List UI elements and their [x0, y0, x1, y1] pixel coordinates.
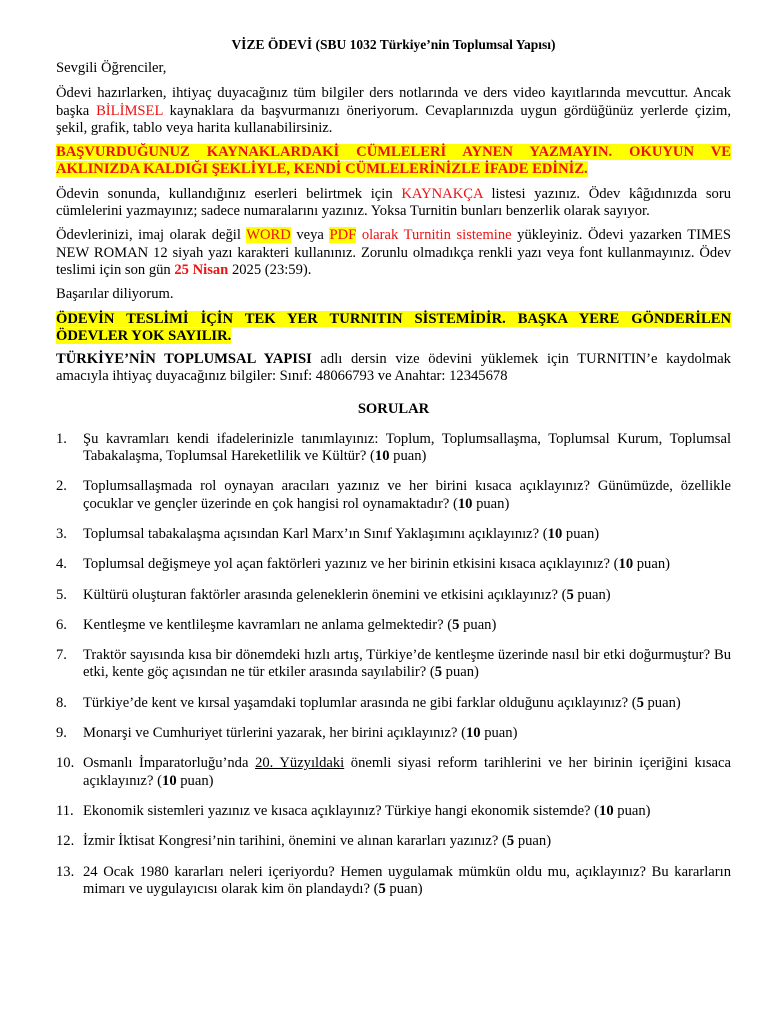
- question-points: 10: [374, 448, 390, 465]
- submission-text-c: 2025 (23:59).: [228, 261, 312, 278]
- question-number: 12.: [56, 833, 75, 850]
- question-text: Ekonomik sistemleri yazınız ve kısaca açıklayınız? Türkiye hangi ekonomik sistemde? (: [83, 802, 600, 819]
- question-list: [56, 431, 731, 898]
- submission-text-b: yükleyiniz. Ödevi yazarken TIMES NEW ROMAN 12 siyah yazı karakteri kullanınız. Zorunlu olmadıkça renkli yazı veya font kullanmayınız. Ödev teslimi için son gün: [56, 227, 731, 278]
- question-points: 5: [636, 694, 644, 711]
- question-points-unit: puan): [472, 495, 510, 512]
- question-number: 11.: [56, 802, 74, 819]
- question-text: Toplumsal tabakalaşma açısından Karl Marx’ın Sınıf Yaklaşımını açıklayınız? (: [83, 525, 548, 542]
- question-text: 24 Ocak 1980 kararları neleri içeriyordu? Hemen uygulamak mümkün oldu mu, açıklayınız? Bu kararların mimarı ve uygulayıcısı olarak kim ön plandaydı? (: [83, 863, 731, 897]
- question-points: 5: [378, 880, 386, 897]
- question-points-unit: puan): [480, 725, 518, 742]
- question-points: 5: [566, 586, 574, 603]
- submission-paragraph: [56, 227, 731, 279]
- course-name: TÜRKİYE’NİN TOPLUMSAL YAPISI: [56, 351, 312, 368]
- question-text: Toplumsal değişmeye yol açan faktörleri yazınız ve her birinin etkisini kısaca açıklayınız? (: [83, 556, 619, 573]
- question-points: 10: [599, 802, 614, 819]
- warning-turnitin-only: [56, 311, 731, 346]
- question-number: 5.: [56, 586, 67, 603]
- question-text: Kentleşme ve kentlileşme kavramları ne anlama gelmektedir? (: [83, 616, 453, 633]
- question-text: İzmir İktisat Kongresi’nin tarihini, önemini ve alınan kararları yazınız? (: [83, 833, 507, 850]
- question-points: 5: [434, 664, 443, 681]
- question-item: [56, 695, 731, 712]
- turnitin-info-paragraph: [56, 351, 731, 386]
- intro-text-b: kaynaklara da başvurmanızı öneriyorum. Cevaplarınızda uygun gördüğünüz yerlerde çizim, şekil, grafik, tablo veya harita kullanabilirsiniz.: [56, 102, 731, 136]
- question-number: 13.: [56, 863, 75, 880]
- question-number: 3.: [56, 525, 67, 542]
- question-points-unit: puan): [643, 694, 681, 711]
- question-item: [56, 803, 731, 820]
- greeting: Sevgili Öğrenciler,: [56, 60, 167, 76]
- intro-paragraph: [56, 85, 731, 137]
- question-item: [56, 526, 731, 543]
- question-item: [56, 833, 731, 850]
- submission-text-mid: veya: [290, 227, 330, 244]
- question-number: 1.: [56, 430, 67, 447]
- question-item: [56, 431, 731, 466]
- question-item: [56, 755, 731, 790]
- question-points-unit: puan): [613, 802, 651, 819]
- question-points: 10: [457, 495, 473, 512]
- question-points: 5: [452, 616, 460, 633]
- document-title: VİZE ÖDEVİ (SBU 1032 Türkiye’nin Toplumsal Yapısı): [231, 37, 556, 52]
- question-points-unit: puan): [176, 772, 214, 789]
- question-text: önemli siyasi reform tarihlerini ve her birinin içeriğini kısaca açıklayınız? (: [83, 755, 731, 789]
- question-points: 5: [506, 833, 515, 850]
- turnitin-info-text: adlı dersin vize ödevini yüklemek için TURNITIN’e kaydolmak amacıyla ihtiyaç duyacağınız bilgiler: Sınıf: 48066793 ve Anahtar: 12345678: [56, 351, 731, 385]
- question-points-unit: puan): [459, 616, 497, 633]
- warning-turnitin-only-text: ÖDEVİN TESLİMİ İÇİN TEK YER TURNITIN SİSTEMİDİR. BAŞKA YERE GÖNDERİLEN ÖDEVLER YOK SAYILIR.: [56, 310, 731, 344]
- word-highlight: WORD: [246, 227, 291, 244]
- scientific-highlight: BİLİMSEL: [96, 102, 163, 119]
- question-number: 8.: [56, 694, 67, 711]
- question-points-unit: puan): [633, 556, 670, 573]
- bibliography-paragraph: [56, 186, 731, 221]
- question-text: Monarşi ve Cumhuriyet türlerini yazarak, her birini açıklayınız? (: [83, 725, 466, 742]
- question-points-unit: puan): [385, 880, 423, 897]
- warning-copy-sources: [56, 144, 731, 179]
- question-number: 7.: [56, 647, 67, 664]
- wish-text: Başarılar diliyorum.: [56, 286, 174, 303]
- question-points-unit: puan): [442, 664, 479, 681]
- question-text: Türkiye’de kent ve kırsal yaşamdaki toplumlar arasında ne gibi farklar olduğunu açıklayınız? (: [83, 694, 637, 711]
- intro-text-a: Ödevi hazırlarken, ihtiyaç duyacağınız tüm bilgiler ders notlarında ve ders video kayıtlarında mevcuttur. Ancak başka: [56, 85, 731, 119]
- question-item: [56, 478, 731, 513]
- question-number: 4.: [56, 556, 67, 573]
- question-points-unit: puan): [389, 448, 427, 465]
- question-item: [56, 864, 731, 899]
- turnitin-highlight: olarak Turnitin sistemine: [356, 227, 512, 244]
- bibliography-text-a: Ödevin sonunda, kullandığınız eserleri belirtmek için: [56, 185, 402, 202]
- submission-text-a: Ödevlerinizi, imaj olarak değil: [56, 227, 247, 244]
- question-underlined-text: 20. Yüzyıldaki: [255, 755, 345, 772]
- bibliography-highlight: KAYNAKÇA: [401, 185, 483, 202]
- question-item: [56, 556, 731, 573]
- question-points: 10: [465, 725, 481, 742]
- question-item: [56, 587, 731, 604]
- question-points: 10: [618, 556, 634, 573]
- bibliography-text-b: listesi yazınız. Ödev kâğıdınızda soru cümlelerini yazmayınız; sadece numaralarını yazınız. Yoksa Turnitin bunları benzerlik olarak sayıyor.: [56, 185, 731, 220]
- question-text-pre: Osmanlı İmparatorluğu’nda: [83, 755, 256, 772]
- document-page: [56, 0, 731, 898]
- warning-copy-sources-text: BAŞVURDUĞUNUZ KAYNAKLARDAKİ CÜMLELERİ AYNEN YAZMAYIN. OKUYUN VE AKLINIZDA KALDIĞI ŞEKLİYLE, KENDİ CÜMLELERİNİZLE İFADE EDİNİZ.: [56, 144, 731, 178]
- deadline-date: 25 Nisan: [174, 261, 229, 278]
- question-points: 10: [547, 525, 563, 542]
- question-number: 6.: [56, 616, 67, 633]
- question-number: 10.: [56, 755, 75, 772]
- question-points-unit: puan): [514, 833, 552, 850]
- question-number: 9.: [56, 725, 67, 742]
- question-item: [56, 725, 731, 742]
- question-points-unit: puan): [562, 525, 600, 542]
- question-item: [56, 647, 731, 682]
- section-title: SORULAR: [357, 400, 430, 417]
- question-text: Toplumsallaşmada rol oynayan aracıları yazınız ve her birini kısaca açıklayınız? Günümüzde, özellikle çocuklar ve gençler üzerinde en çok hangisi rol oynamaktadır? (: [83, 478, 731, 512]
- question-item: [56, 617, 731, 634]
- question-points: 10: [162, 772, 177, 789]
- question-points-unit: puan): [573, 586, 611, 603]
- question-text: Traktör sayısında kısa bir dönemdeki hızlı artış, Türkiye’de kentleşme üzerinde nasıl bir etki doğurmuştur? Bu etki, kente göç açısından ne tür etkiler arasında sayılabilir? (: [83, 647, 731, 681]
- pdf-highlight: PDF: [329, 227, 357, 244]
- question-text: Şu kavramları kendi ifadelerinizle tanımlayınız: Toplum, Toplumsallaşma, Toplumsal Kurum, Toplumsal Tabakalaşma, Toplumsal Hareketlilik ve Kültür? (: [83, 430, 731, 465]
- question-number: 2.: [56, 478, 67, 495]
- question-text: Kültürü oluşturan faktörler arasında geleneklerin önemini ve etkisini açıklayınız? (: [83, 586, 567, 603]
